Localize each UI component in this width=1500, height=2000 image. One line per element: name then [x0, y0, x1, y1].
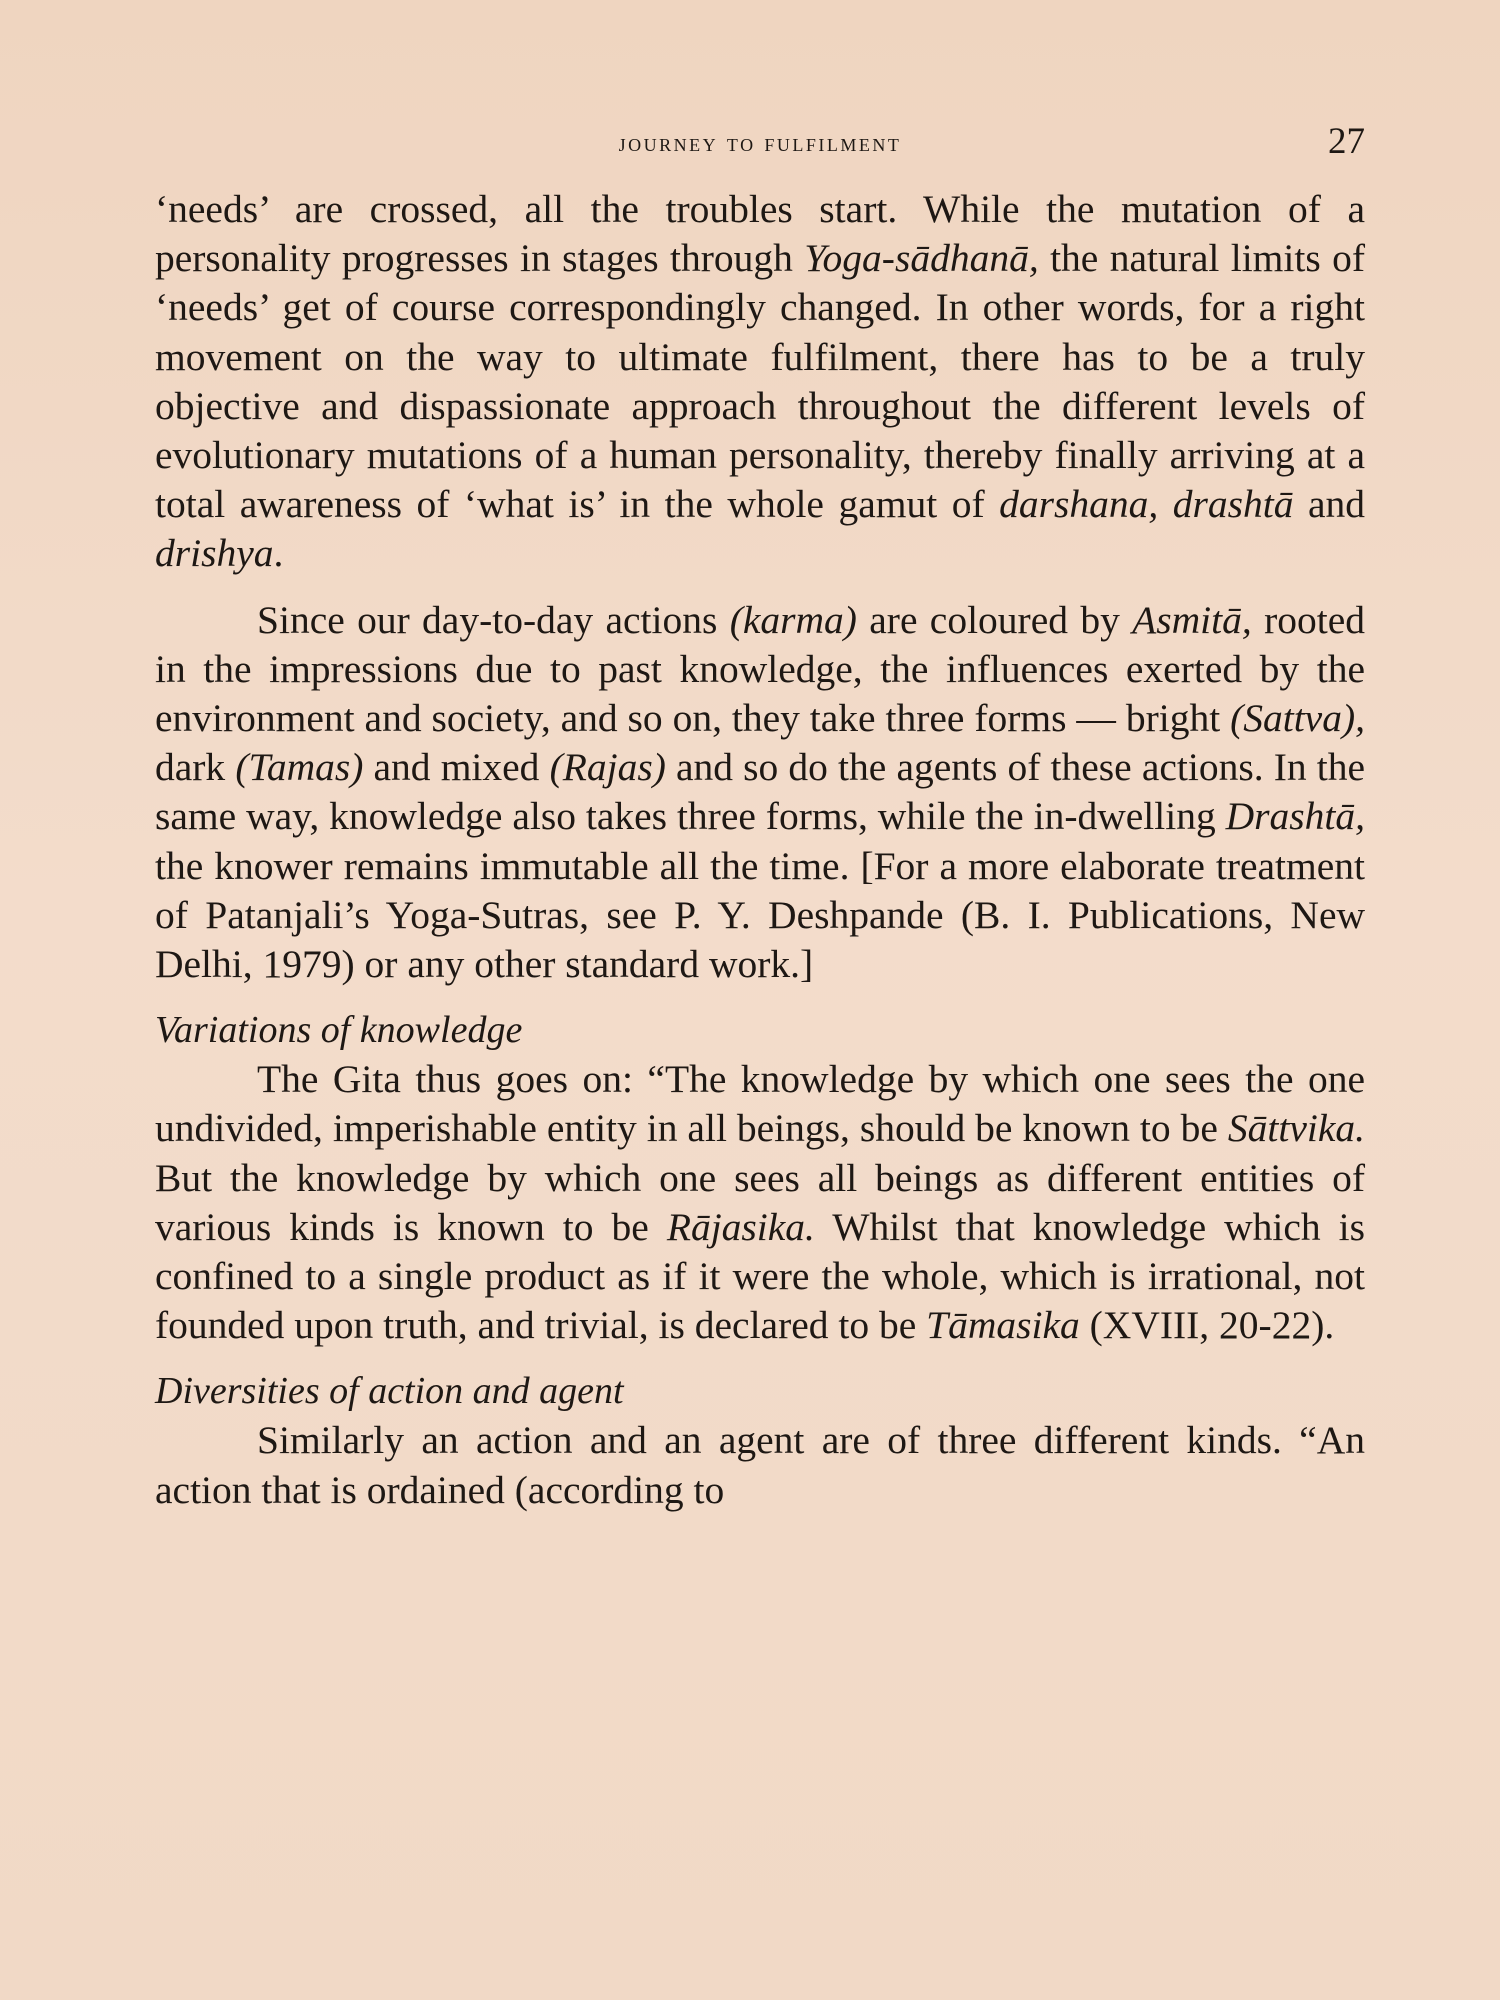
- italic-term: darshana, drashtā: [999, 482, 1294, 527]
- text-run: Since our day-to-day actions: [257, 597, 730, 642]
- italic-term: Rājasika.: [666, 1204, 815, 1249]
- italic-term: Yoga-sādhanā,: [804, 236, 1039, 281]
- paragraph-needs: [155, 185, 1365, 579]
- italic-term: drishya: [155, 531, 274, 576]
- italic-term: (Sattva),: [1230, 696, 1365, 741]
- paragraph-action-agent: [155, 1416, 1365, 1514]
- text-run: dark: [155, 745, 236, 790]
- text-run: .: [273, 531, 284, 576]
- running-head: [155, 120, 1365, 164]
- italic-term: (karma): [729, 597, 857, 642]
- text-run: and: [1293, 482, 1365, 527]
- text-run: and mixed: [363, 745, 550, 790]
- text-run: The Gita thus goes on: “The knowledge by which one sees the one undivided, imperishable entity in all beings, should be known to be: [155, 1057, 1365, 1151]
- italic-term: (Rajas): [549, 745, 666, 790]
- italic-term: Sāttvika.: [1227, 1106, 1365, 1151]
- text-run: rooted in the impressions due to past knowledge, the influences exerted by the environment and society, and so on, they take three forms — bright: [155, 597, 1365, 741]
- text-run: (XVIII, 20-22).: [1079, 1303, 1335, 1348]
- body-text: [155, 185, 1365, 1515]
- text-run: the natural limits of ‘needs’ get of course correspondingly changed. In other words, for a right movement on the way to ultimate fulfilment, there has to be a truly objective and dispassionate approach throughout the different levels of evolutionary mutations of a human personality, thereby finally arriving at a total awareness of ‘what is’ in the whole gamut of: [155, 236, 1365, 527]
- italic-term: Drashtā,: [1225, 794, 1365, 839]
- italic-term: Tāmasika: [926, 1303, 1080, 1348]
- italic-term: (Tamas): [235, 745, 364, 790]
- text-run: the knower remains immutable all the time. [For a more elaborate treatment of Patanjali’s Yoga-Sutras, see P. Y. Deshpande (B. I. Publications, New Delhi, 1979) or any other standard work.]: [155, 843, 1365, 987]
- text-run: and so do the agents of these actions. In the same way, knowledge also takes three forms, while the in-dwelling: [155, 745, 1366, 839]
- italic-term: Asmitā,: [1132, 597, 1252, 642]
- text-run: But the knowledge by which one sees all beings as different entities of various kinds is known to be: [155, 1155, 1365, 1249]
- text-run: Whilst that knowledge which is confined to a single product as if it were the whole, which is irrational, not founded upon truth, and trivial, is declared to be: [155, 1204, 1365, 1348]
- text-run: are coloured by: [856, 597, 1133, 642]
- text-run: ‘needs’ are crossed, all the troubles start. While the mutation of a personality progresses in stages through: [155, 187, 1365, 281]
- page-number: 27: [1328, 121, 1365, 162]
- running-title: journey to fulfilment: [618, 130, 902, 157]
- text-run: Similarly an action and an agent are of three different kinds. “An action that is ordained (according to: [155, 1418, 1365, 1512]
- paragraph-gita-knowledge: [155, 1055, 1365, 1350]
- section-heading-diversities-of-action: Diversities of action and agent: [155, 1370, 624, 1413]
- section-heading-variations-of-knowledge: Variations of knowledge: [155, 1009, 523, 1052]
- paragraph-actions: [155, 596, 1365, 990]
